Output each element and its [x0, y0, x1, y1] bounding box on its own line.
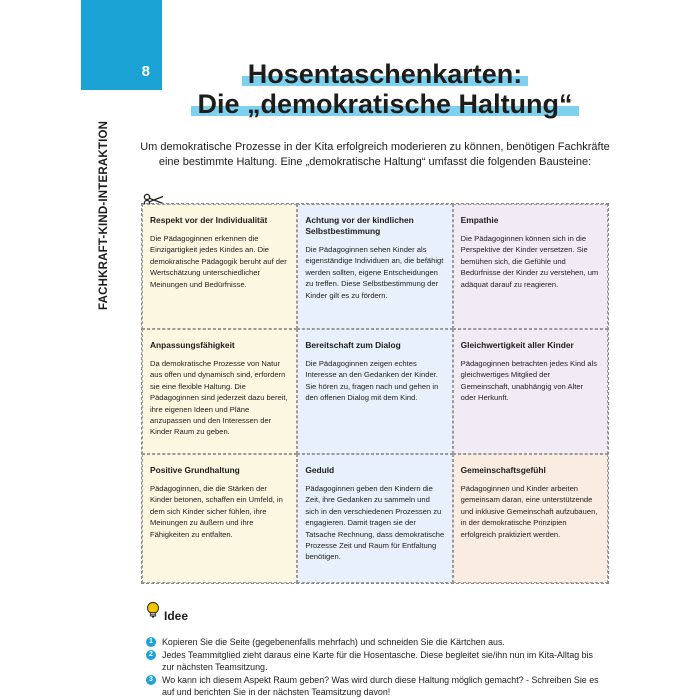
card-gemeinschaftsgefuehl: [453, 454, 608, 583]
section-label: [98, 100, 114, 310]
title-line-1: Hosentaschenkarten:: [242, 60, 529, 88]
idea-step: [146, 674, 601, 699]
card-anpassungsfaehigkeit: [142, 329, 297, 454]
idea-steps: [146, 636, 601, 699]
card-title: Gemeinschaftsgefühl: [460, 465, 546, 475]
card-empathie: [453, 204, 608, 329]
card-text: Pädagoginnen betrachten jedes Kind als gleichwertiges Mitglied der Gemeinschaft, unabhängig von Alter oder Herkunft.: [460, 359, 598, 403]
card-title: Respekt vor der Individualität: [150, 215, 268, 225]
card-grundhaltung: [142, 454, 297, 583]
step-text: Kopieren Sie die Seite (gegebenenfalls mehrfach) und schneiden Sie die Kärtchen aus.: [162, 637, 505, 647]
card-respekt: [142, 204, 297, 329]
card-title: Anpassungsfähigkeit: [150, 340, 235, 350]
page-number: 8: [141, 63, 150, 80]
card-text: Die Pädagoginnen sehen Kinder als eigenständige Individuen an, die befähigt werden sollten, eigene Entscheidungen zu treffen. Diese Selbstbestimmung der Kinder gilt es zu fördern.: [305, 245, 444, 300]
lightbulb-icon: [146, 601, 160, 619]
card-dialog: [297, 329, 452, 454]
card-text: Die Pädagoginnen zeigen echtes Interesse an den Gedanken der Kinder. Sie hören zu, fragen nach und gehen in den offenen Dialog mit dem Kind.: [305, 359, 439, 403]
title-line-2: Die „demokratische Haltung“: [191, 90, 578, 118]
card-title: Geduld: [305, 465, 335, 475]
intro-text: Um demokratische Prozesse in der Kita erfolgreich moderieren zu können, benötigen Fachkräfte eine bestimmte Haltung. Eine „demokratische Haltung“ umfasst die folgenden Bausteine:: [140, 141, 610, 168]
step-number: 3: [146, 675, 156, 685]
card-text: Pädagoginnen, die die Stärken der Kinder betonen, schaffen ein Umfeld, in dem sich Kinder sicher fühlen, ihre Meinungen zu äußern und ihre Fähigkeiten zu entfalten.: [150, 484, 283, 539]
card-title: Empathie: [460, 215, 499, 225]
step-text: Jedes Teammitglied zieht daraus eine Karte für die Hosentasche. Diese begleitet sie/ihn nun im Kita-Alltag bis zur nächsten Teamsitzung.: [162, 649, 593, 672]
page-number-block: [81, 0, 162, 90]
card-text: Die Pädagoginnen können sich in die Perspektive der Kinder versetzen. Sie bemühen sich, die Gefühle und Bedürfnisse der Kinder zu verstehen, um adäquat darauf zu reagieren.: [460, 234, 599, 289]
card-text: Da demokratische Prozesse von Natur aus offen und dynamisch sind, erfordern sie eine flexible Haltung. Die Pädagoginnen sind jederzeit dazu bereit, ihre eigenen Ideen und Pläne anzupassen und den Interessen der Kinder Raum zu geben.: [150, 359, 288, 437]
card-selbstbestimmung: [297, 204, 452, 329]
step-number: 1: [146, 637, 156, 647]
idea-step: [146, 649, 601, 674]
card-title: Positive Grundhaltung: [150, 465, 240, 475]
card-title: Bereitschaft zum Dialog: [305, 340, 401, 350]
cards-grid: [141, 203, 609, 584]
idea-title: Idee: [164, 609, 189, 623]
section-label-text: FACHKRAFT-KIND-INTERAKTION: [98, 120, 110, 310]
card-title: Gleichwertigkeit aller Kinder: [460, 340, 574, 350]
page-title: [170, 60, 600, 118]
card-text: Die Pädagoginnen erkennen die Einzigartigkeit jedes Kindes an. Die demokratische Pädagogik beruht auf der Wertschätzung unterschiedlicher Meinungen und Bedürfnisse.: [150, 234, 287, 289]
card-title: Achtung vor der kindlichen Selbstbestimmung: [305, 215, 414, 236]
card-text: Pädagoginnen und Kinder arbeiten gemeinsam daran, eine unterstützende und inklusive Gemeinschaft aufzubauen, in der demokratische Prinzipien erfolgreich praktiziert werden.: [460, 484, 598, 539]
card-text: Pädagoginnen geben den Kindern die Zeit, ihre Gedanken zu sammeln und sich in den verschiedenen Prozessen zu engagieren. Damit tragen sie der Tatsache Rechnung, dass demokratische Prozesse Zeit und Raum für Entfaltung benötigen.: [305, 484, 445, 562]
idea-step: [146, 636, 601, 649]
step-text: Wo kann ich diesem Aspekt Raum geben? Was wird durch diese Haltung möglich gemacht? - Schreiben Sie es auf und berichten Sie in der nächsten Teamsitzung davon!: [162, 674, 599, 697]
card-gleichwertigkeit: [453, 329, 608, 454]
step-number: 2: [146, 650, 156, 660]
card-geduld: [297, 454, 452, 583]
